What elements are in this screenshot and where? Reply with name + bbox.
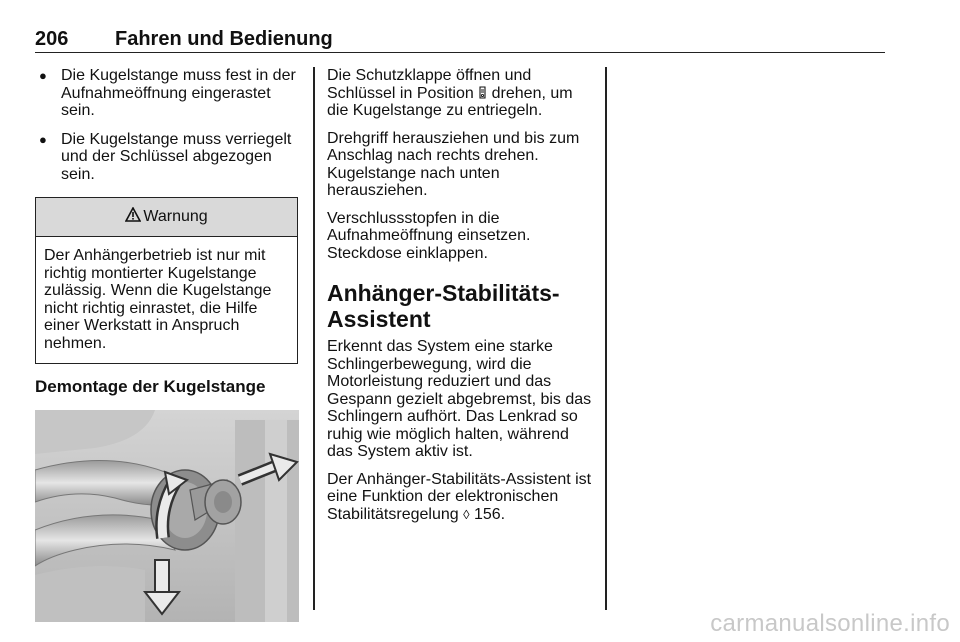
left-column bbox=[35, 67, 300, 622]
ball-bar-removal-illustration bbox=[35, 410, 299, 622]
right-column bbox=[327, 67, 597, 533]
bullet-item bbox=[35, 131, 300, 184]
bullet-text: Die Kugelstange muss fest in der Aufnahmeöffnung eingerastet sein. bbox=[61, 67, 296, 119]
warning-box bbox=[35, 197, 298, 364]
heading-stability-assistant: Anhänger-Stabilitäts-Assistent bbox=[327, 280, 560, 332]
page-reference-icon: ◊ bbox=[463, 506, 470, 522]
column-divider bbox=[605, 67, 607, 610]
paragraph: Drehgriff herausziehen und bis zum Anschlag nach rechts drehen. Kugelstange nach unten herausziehen. bbox=[327, 129, 580, 199]
page-number: 206 bbox=[35, 28, 69, 50]
paragraph: Erkennt das System eine starke Schlingerbewegung, wird die Motorleistung reduziert und das Gespann gezielt abgebremst, bis das Schlingern aufhört. Das Lenkrad so ruhig wie möglich halten, während das System aktiv ist. bbox=[327, 338, 592, 460]
section-title: Fahren und Bedienung bbox=[115, 28, 333, 50]
bullet-dot-icon: ● bbox=[39, 131, 47, 147]
bullet-dot-icon: ● bbox=[39, 68, 47, 83]
paragraph: Verschlussstopfen in die Aufnahmeöffnung einsetzen. Steckdose einklappen. bbox=[327, 209, 531, 262]
page-reference[interactable]: 156. bbox=[473, 505, 506, 523]
watermark: carmanualsonline.info bbox=[710, 610, 950, 637]
warning-body: Der Anhängerbetrieb ist nur mit richtig montierter Kugelstange zulässig. Wenn die Kugelstange nicht richtig einrastet, die Hilfe einer Werkstatt in Anspruch nehmen. bbox=[44, 247, 272, 352]
paragraph bbox=[327, 471, 597, 524]
bullet-text: Die Kugelstange muss verriegelt und der Schlüssel abgezogen sein. bbox=[61, 130, 292, 183]
paragraph-text: Die Schutzklappe öffnen und Schlüssel in Position bbox=[327, 67, 532, 102]
key-position-icon bbox=[478, 86, 487, 99]
paragraph bbox=[327, 67, 597, 120]
warning-triangle-icon bbox=[125, 207, 141, 227]
subheading: Demontage der Kugelstange bbox=[35, 377, 266, 396]
warning-title: Warnung bbox=[143, 208, 208, 226]
bullet-item bbox=[35, 67, 300, 120]
column-divider bbox=[313, 67, 315, 610]
paragraph-text: Der Anhänger-Stabilitäts-Assistent ist eine Funktion der elektronischen Stabilitätsregelung bbox=[327, 470, 592, 523]
warning-header bbox=[36, 198, 297, 237]
paragraph-text: drehen, um die Kugelstange zu entriegeln. bbox=[327, 84, 573, 119]
page-header bbox=[35, 26, 885, 53]
